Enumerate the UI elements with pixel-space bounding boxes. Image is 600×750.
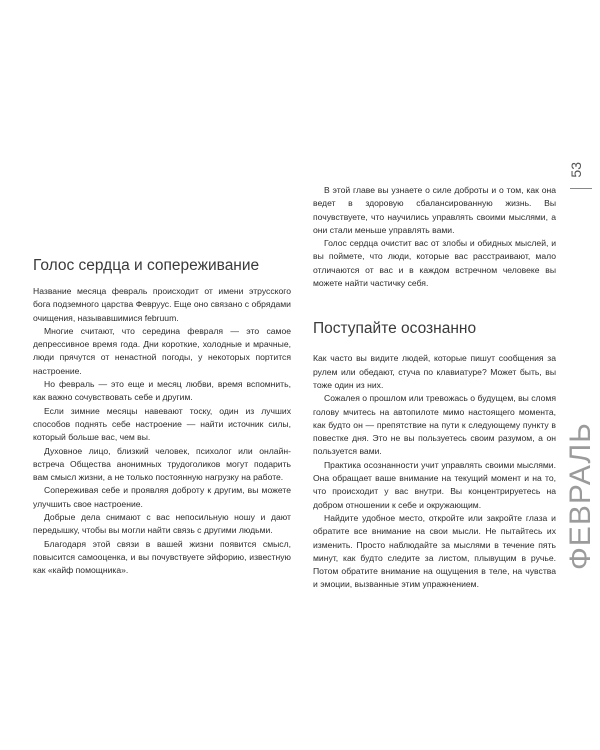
paragraph: Многие считают, что середина февраля — это самое депрессивное время года. Дни короткие, холодные и мрачные, люди прячутся от ненастной погоды, у некоторых портится настроение.	[33, 325, 291, 376]
paragraph: Добрые дела снимают с вас непосильную ношу и дают передышку, чтобы вы могли найти связь с другими людьми.	[33, 512, 291, 536]
paragraph: Духовное лицо, близкий человек, психолог или онлайн-встреча Общества анонимных трудоголиков могут подарить вам смысл жизни, а не только постоянную нагрузку на работе.	[33, 445, 291, 483]
paragraph: Но февраль — это еще и месяц любви, время вспомнить, как важно сочувствовать себе и другим.	[33, 379, 291, 403]
paragraph: Благодаря этой связи в вашей жизни появится смысл, повысится самооценка, и вы почувствуете эйфорию, известную как «кайф помощника».	[33, 538, 291, 576]
paragraph: Найдите удобное место, откройте или закройте глаза и обратите все внимание на свои мысли. Не пытайтесь их изменить. Просто наблюдайте за мыслями в течение пять минут, как будто следите за листом, плывущим в ручье. Потом обратите внимание на ощущения в теле, на чувства и эмоции, вызванные этим упражнением.	[313, 512, 556, 590]
paragraph: Голос сердца очистит вас от злобы и обидных мыслей, и вы поймете, что люди, которые вас расстраивают, мало отличаются от вас и в каждом встречном человеке вы можете найти частичку себя.	[313, 238, 556, 289]
paragraph: Название месяца февраль происходит от имени этрусского бога подземного царства Февруус. Еще оно связано с обрядами очищения, называвшимися februum.	[33, 286, 291, 323]
section-heading-heart-voice: Голос сердца и сопереживание	[33, 257, 260, 274]
paragraph: Сопереживая себе и проявляя доброту к другим, вы можете улучшить свое настроение.	[33, 485, 291, 509]
page-number: 53	[568, 162, 584, 178]
section-heading-act-mindfully: Поступайте осознанно	[313, 320, 477, 338]
paragraph: Как часто вы видите людей, которые пишут сообщения за рулем или обедают, стуча по клавиатуре? Может быть, вы тоже один из них.	[313, 353, 556, 390]
paragraph: Сожалея о прошлом или тревожась о будущем, вы сломя голову мчитесь на автопилоте мимо настоящего момента, как будто он — препятствие на пути к следующему пункту в повестке дня. Это не вы пользуетесь своим разумом, а он пользуется вами.	[313, 393, 556, 457]
right-column	[313, 184, 556, 592]
left-column	[33, 257, 291, 578]
paragraph: Если зимние месяцы навевают тоску, один из лучших способов поднять себе настроение — найти источник силы, который больше вас, чем вы.	[33, 405, 291, 443]
paragraph: В этой главе вы узнаете о силе доброты и о том, как она ведет в здоровую сбалансированную жизнь. Вы почувствуете, что научились управлять своими мыслями, а они стали меньше управлять вами.	[313, 185, 556, 235]
month-sidebar-label: ФЕВРАЛЬ	[564, 422, 597, 570]
paragraph: Практика осознанности учит управлять своими мыслями. Она обращает ваше внимание на текущий момент и на то, что происходит у вас внутри. Вы концентрируетесь на добром отношении к себе и окружающим.	[313, 459, 556, 510]
page-number-divider	[570, 188, 592, 189]
